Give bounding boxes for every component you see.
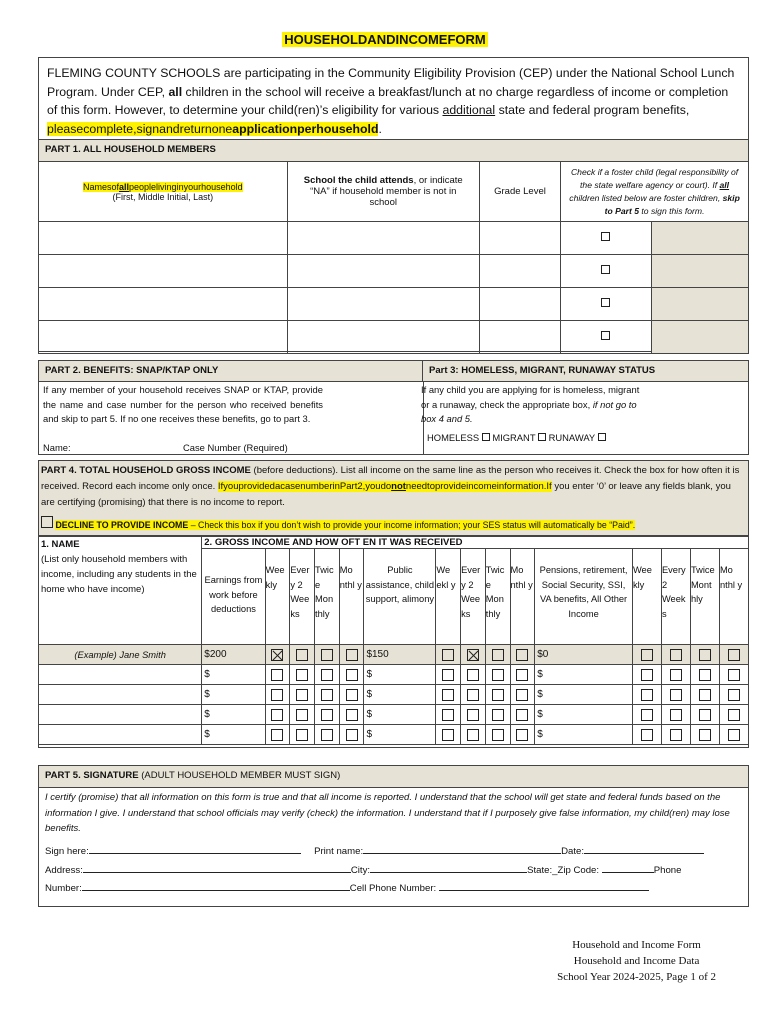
number-line[interactable] bbox=[82, 890, 350, 891]
frequency-cell bbox=[315, 685, 340, 705]
frequency-checkbox[interactable] bbox=[321, 669, 333, 681]
frequency-checkbox[interactable] bbox=[728, 669, 740, 681]
frequency-header: Every 2 Week s bbox=[661, 549, 690, 645]
income-amount-field[interactable]: $ bbox=[364, 725, 436, 745]
frequency-cell bbox=[690, 685, 719, 705]
income-member-name[interactable] bbox=[39, 725, 202, 745]
foster-shade-cell bbox=[651, 255, 748, 288]
frequency-cell bbox=[690, 725, 719, 745]
frequency-cell bbox=[265, 725, 290, 745]
income-member-name: (Example) Jane Smith bbox=[39, 645, 202, 665]
income-amount-field[interactable]: $ bbox=[535, 665, 633, 685]
city-line[interactable] bbox=[370, 872, 527, 873]
footer-line-2: Household and Income Data bbox=[573, 955, 700, 967]
frequency-checkbox[interactable] bbox=[442, 689, 454, 701]
income-amount-field: $200 bbox=[202, 645, 265, 665]
frequency-checkbox[interactable] bbox=[699, 729, 711, 741]
intro-paragraph: FLEMING COUNTY SCHOOLS are participating in the Community Eligibility Provision (CEP) under the National School Lunch Program. Under CEP, all children in the school will receive a breakfast/lunch at no charge regardless of income or completion of this form. However, to determine your child(ren)’s eligibility for various additional state and federal program benefits, pleasecomplete,signandreturnoneapplicationperhousehold. bbox=[38, 57, 749, 140]
foster-check-cell bbox=[561, 321, 652, 354]
frequency-cell bbox=[632, 645, 661, 665]
part2-instructions: If any member of your household receives SNAP or KTAP, provide the name and case number for the person who received benefits and skip to part 5. If no one receives these benefits, go to part 3. bbox=[43, 384, 323, 424]
frequency-cell bbox=[315, 645, 340, 665]
member-name-field[interactable] bbox=[39, 288, 288, 321]
frequency-checkbox[interactable] bbox=[641, 689, 653, 701]
signature-line[interactable] bbox=[89, 853, 301, 854]
foster-checkbox[interactable] bbox=[601, 298, 610, 307]
frequency-checkbox[interactable] bbox=[346, 649, 358, 661]
migrant-checkbox[interactable] bbox=[538, 433, 546, 441]
income-amount-field[interactable]: $ bbox=[535, 725, 633, 745]
frequency-header: Twic e Mon thly bbox=[485, 549, 510, 645]
foster-check-cell bbox=[561, 288, 652, 321]
frequency-checkbox[interactable] bbox=[670, 729, 682, 741]
frequency-checkbox[interactable] bbox=[670, 709, 682, 721]
frequency-checkbox[interactable] bbox=[346, 669, 358, 681]
frequency-cell bbox=[315, 705, 340, 725]
date-line[interactable] bbox=[584, 853, 704, 854]
foster-shade-cell bbox=[651, 321, 748, 354]
frequency-cell bbox=[485, 705, 510, 725]
frequency-cell bbox=[510, 725, 535, 745]
frequency-cell bbox=[265, 685, 290, 705]
school-field[interactable] bbox=[287, 321, 479, 354]
frequency-checkbox[interactable] bbox=[467, 669, 479, 681]
part2-name-label: Name: bbox=[43, 442, 71, 453]
frequency-cell bbox=[436, 685, 461, 705]
income-amount-field[interactable]: $ bbox=[364, 685, 436, 705]
frequency-cell bbox=[461, 705, 486, 725]
grade-field[interactable] bbox=[479, 255, 560, 288]
frequency-checkbox[interactable] bbox=[321, 709, 333, 721]
frequency-cell bbox=[265, 705, 290, 725]
runaway-label: RUNAWAY bbox=[548, 432, 595, 443]
frequency-cell bbox=[719, 665, 748, 685]
part2-case-label: Case Number (Required) bbox=[183, 442, 288, 453]
frequency-header: Mo nthl y bbox=[510, 549, 535, 645]
frequency-header: Twic e Mon thly bbox=[315, 549, 340, 645]
foster-shade-cell bbox=[651, 288, 748, 321]
frequency-cell bbox=[461, 665, 486, 685]
household-member-row bbox=[39, 288, 749, 321]
frequency-cell bbox=[510, 645, 535, 665]
member-name-field[interactable] bbox=[39, 321, 288, 354]
frequency-checkbox[interactable] bbox=[699, 689, 711, 701]
frequency-cell bbox=[719, 685, 748, 705]
income-amount-field[interactable]: $ bbox=[202, 705, 265, 725]
frequency-checkbox[interactable] bbox=[516, 729, 528, 741]
frequency-checkbox[interactable] bbox=[728, 709, 740, 721]
footer-line-1: Household and Income Form bbox=[572, 939, 701, 951]
part1-section bbox=[38, 139, 749, 352]
sign-row: Sign here: Print name: Date: bbox=[45, 846, 745, 857]
frequency-cell bbox=[290, 665, 315, 685]
frequency-checkbox[interactable] bbox=[467, 649, 479, 661]
frequency-checkbox[interactable] bbox=[641, 649, 653, 661]
frequency-checkbox[interactable] bbox=[670, 669, 682, 681]
frequency-cell bbox=[661, 685, 690, 705]
frequency-checkbox[interactable] bbox=[346, 709, 358, 721]
frequency-checkbox[interactable] bbox=[699, 709, 711, 721]
frequency-checkbox[interactable] bbox=[346, 689, 358, 701]
frequency-cell bbox=[719, 645, 748, 665]
earnings-header: Earnings from work before deductions bbox=[202, 549, 265, 645]
frequency-cell bbox=[436, 645, 461, 665]
frequency-checkbox[interactable] bbox=[516, 669, 528, 681]
frequency-cell bbox=[632, 685, 661, 705]
frequency-checkbox[interactable] bbox=[492, 689, 504, 701]
frequency-cell bbox=[461, 645, 486, 665]
homeless-checkbox[interactable] bbox=[482, 433, 490, 441]
frequency-header: Mo nthl y bbox=[719, 549, 748, 645]
foster-checkbox[interactable] bbox=[601, 331, 610, 340]
frequency-checkbox[interactable] bbox=[492, 669, 504, 681]
part1-heading: PART 1. ALL HOUSEHOLD MEMBERS bbox=[39, 140, 748, 162]
part3-instructions: If any child you are applying for is homeless, migrant or a runaway, check the appropriate box, if not go to box 4 and 5. bbox=[421, 384, 640, 424]
frequency-header: We ekl y bbox=[436, 549, 461, 645]
frequency-cell bbox=[485, 725, 510, 745]
frequency-cell bbox=[690, 645, 719, 665]
frequency-checkbox[interactable] bbox=[492, 709, 504, 721]
frequency-checkbox[interactable] bbox=[516, 649, 528, 661]
frequency-checkbox[interactable] bbox=[728, 729, 740, 741]
frequency-cell bbox=[632, 725, 661, 745]
frequency-cell bbox=[339, 705, 364, 725]
member-name-field[interactable] bbox=[39, 222, 288, 255]
frequency-checkbox[interactable] bbox=[442, 669, 454, 681]
income-amount-field[interactable]: $ bbox=[202, 685, 265, 705]
part5-heading: PART 5. SIGNATURE (ADULT HOUSEHOLD MEMBER MUST SIGN) bbox=[39, 766, 748, 788]
migrant-label: MIGRANT bbox=[492, 432, 536, 443]
household-member-row bbox=[39, 321, 749, 354]
frequency-cell bbox=[265, 645, 290, 665]
income-amount-field[interactable]: $ bbox=[535, 685, 633, 705]
decline-row: DECLINE TO PROVIDE INCOME – Check this box if you don’t wish to provide your income information; your SES status will automatically be “Paid”. bbox=[41, 516, 635, 530]
frequency-checkbox[interactable] bbox=[641, 729, 653, 741]
col-name-header: 1. NAME (List only household members with income, including any students in the home who have income) bbox=[39, 536, 202, 645]
frequency-cell bbox=[315, 665, 340, 685]
frequency-checkbox[interactable] bbox=[442, 729, 454, 741]
frequency-cell bbox=[436, 725, 461, 745]
part1-table bbox=[38, 161, 749, 354]
income-member-name[interactable] bbox=[39, 665, 202, 685]
frequency-checkbox[interactable] bbox=[271, 669, 283, 681]
frequency-cell bbox=[485, 665, 510, 685]
frequency-checkbox[interactable] bbox=[670, 649, 682, 661]
zip-line[interactable] bbox=[602, 872, 654, 873]
income-member-name[interactable] bbox=[39, 705, 202, 725]
frequency-cell bbox=[339, 665, 364, 685]
frequency-checkbox[interactable] bbox=[271, 709, 283, 721]
frequency-cell bbox=[661, 645, 690, 665]
income-row bbox=[39, 725, 749, 745]
frequency-checkbox[interactable] bbox=[271, 729, 283, 741]
frequency-checkbox[interactable] bbox=[296, 689, 308, 701]
part3-status-options bbox=[427, 430, 606, 445]
frequency-cell bbox=[461, 685, 486, 705]
member-name-field[interactable] bbox=[39, 255, 288, 288]
foster-check-cell bbox=[561, 222, 652, 255]
col-income-header: 2. GROSS INCOME AND HOW OFT EN IT WAS RECEIVED bbox=[202, 536, 749, 549]
frequency-cell bbox=[339, 685, 364, 705]
frequency-checkbox[interactable] bbox=[271, 649, 283, 661]
part3-heading: Part 3: HOMELESS, MIGRANT, RUNAWAY STATUS bbox=[423, 361, 748, 382]
part2-heading: PART 2. BENEFITS: SNAP/KTAP ONLY bbox=[39, 361, 423, 382]
grade-field[interactable] bbox=[479, 321, 560, 354]
frequency-checkbox[interactable] bbox=[699, 649, 711, 661]
frequency-checkbox[interactable] bbox=[321, 689, 333, 701]
school-field[interactable] bbox=[287, 255, 479, 288]
school-field[interactable] bbox=[287, 222, 479, 255]
frequency-checkbox[interactable] bbox=[442, 709, 454, 721]
income-amount-field[interactable]: $ bbox=[364, 665, 436, 685]
part4-instructions: PART 4. TOTAL HOUSEHOLD GROSS INCOME (before deductions). List all income on the same line as the person who receives it. Check the box for how often it is received. Record each income only once. IfyouprovidedacasenumberinPart2,youdonotneedtoprovideincomeinformation.If you enter ‘0’ or leave any fields blank, you are certifying (promising) that there is no income to report. bbox=[41, 465, 740, 508]
frequency-checkbox[interactable] bbox=[641, 669, 653, 681]
decline-checkbox[interactable] bbox=[41, 516, 53, 528]
frequency-cell bbox=[290, 685, 315, 705]
frequency-cell bbox=[690, 665, 719, 685]
frequency-cell bbox=[315, 725, 340, 745]
frequency-header: Twice Mont hly bbox=[690, 549, 719, 645]
income-row bbox=[39, 705, 749, 725]
print-name-line[interactable] bbox=[363, 853, 561, 854]
public-assistance-header: Public assistance, child support, alimony bbox=[364, 549, 436, 645]
frequency-cell bbox=[436, 665, 461, 685]
frequency-cell bbox=[690, 705, 719, 725]
frequency-checkbox[interactable] bbox=[467, 709, 479, 721]
income-amount-field: $0 bbox=[535, 645, 633, 665]
frequency-cell bbox=[632, 705, 661, 725]
income-amount-field[interactable]: $ bbox=[364, 705, 436, 725]
frequency-checkbox[interactable] bbox=[492, 729, 504, 741]
frequency-cell bbox=[661, 665, 690, 685]
frequency-cell bbox=[339, 645, 364, 665]
income-amount-field: $150 bbox=[364, 645, 436, 665]
frequency-checkbox[interactable] bbox=[670, 689, 682, 701]
address-line[interactable] bbox=[83, 872, 351, 873]
frequency-cell bbox=[485, 645, 510, 665]
frequency-checkbox[interactable] bbox=[516, 689, 528, 701]
income-table bbox=[38, 535, 749, 745]
frequency-checkbox[interactable] bbox=[296, 709, 308, 721]
income-row bbox=[39, 685, 749, 705]
cell-phone-line[interactable] bbox=[439, 890, 649, 891]
frequency-cell bbox=[719, 725, 748, 745]
frequency-checkbox[interactable] bbox=[296, 669, 308, 681]
household-member-row bbox=[39, 222, 749, 255]
col-names-header: Namesofallpeoplelivinginyourhousehold (First, Middle Initial, Last) bbox=[39, 162, 288, 222]
income-amount-field[interactable]: $ bbox=[202, 725, 265, 745]
frequency-cell bbox=[461, 725, 486, 745]
frequency-checkbox[interactable] bbox=[321, 729, 333, 741]
homeless-label: HOMELESS bbox=[427, 432, 480, 443]
frequency-checkbox[interactable] bbox=[728, 649, 740, 661]
form-title: HOUSEHOLDANDINCOMEFORM bbox=[284, 32, 486, 47]
footer-line-3: School Year 2024-2025, Page 1 of 2 bbox=[557, 971, 716, 983]
frequency-header: Wee kly bbox=[632, 549, 661, 645]
frequency-checkbox[interactable] bbox=[641, 709, 653, 721]
foster-shade-cell bbox=[651, 222, 748, 255]
number-row: Number: Cell Phone Number: bbox=[45, 883, 745, 894]
runaway-checkbox[interactable] bbox=[598, 433, 606, 441]
certification-text: I certify (promise) that all information on this form is true and that all income is reported. I understand that the school will get state and federal funds based on the information I give. I understand that school officials may verify (check) the information. I understand that if I purposely give false information, my child(ren) may lose benefits. bbox=[45, 792, 730, 834]
frequency-checkbox[interactable] bbox=[296, 729, 308, 741]
frequency-cell bbox=[510, 705, 535, 725]
frequency-checkbox[interactable] bbox=[442, 649, 454, 661]
part5-section bbox=[38, 765, 749, 907]
school-field[interactable] bbox=[287, 288, 479, 321]
grade-field[interactable] bbox=[479, 222, 560, 255]
frequency-checkbox[interactable] bbox=[728, 689, 740, 701]
income-amount-field[interactable]: $ bbox=[535, 705, 633, 725]
frequency-checkbox[interactable] bbox=[321, 649, 333, 661]
frequency-checkbox[interactable] bbox=[467, 729, 479, 741]
frequency-cell bbox=[661, 705, 690, 725]
frequency-checkbox[interactable] bbox=[516, 709, 528, 721]
example-income-row bbox=[39, 645, 749, 665]
frequency-cell bbox=[436, 705, 461, 725]
frequency-cell bbox=[510, 685, 535, 705]
address-row: Address: City: State:_Zip Code: Phone bbox=[45, 865, 682, 876]
frequency-checkbox[interactable] bbox=[492, 649, 504, 661]
frequency-cell bbox=[632, 665, 661, 685]
frequency-checkbox[interactable] bbox=[296, 649, 308, 661]
frequency-cell bbox=[339, 725, 364, 745]
household-member-row bbox=[39, 255, 749, 288]
pensions-header: Pensions, retirement, Social Security, SSI, VA benefits, All Other Income bbox=[535, 549, 633, 645]
income-row bbox=[39, 665, 749, 685]
frequency-header: Ever y 2 Wee ks bbox=[290, 549, 315, 645]
frequency-header: Mo nthl y bbox=[339, 549, 364, 645]
frequency-checkbox[interactable] bbox=[467, 689, 479, 701]
frequency-cell bbox=[661, 725, 690, 745]
col-school-header: School the child attends, or indicate “NA” if household member is not in school bbox=[287, 162, 479, 222]
page-footer bbox=[557, 937, 716, 985]
foster-checkbox[interactable] bbox=[601, 265, 610, 274]
frequency-checkbox[interactable] bbox=[346, 729, 358, 741]
income-member-name[interactable] bbox=[39, 685, 202, 705]
grade-field[interactable] bbox=[479, 288, 560, 321]
col-foster-header: Check if a foster child (legal responsibility of the state welfare agency or court). If all children listed below are foster children, skip to Part 5 to sign this form. bbox=[561, 162, 749, 222]
foster-checkbox[interactable] bbox=[601, 232, 610, 241]
part4-section bbox=[38, 460, 749, 748]
frequency-cell bbox=[719, 705, 748, 725]
frequency-checkbox[interactable] bbox=[271, 689, 283, 701]
frequency-cell bbox=[290, 705, 315, 725]
frequency-cell bbox=[290, 725, 315, 745]
income-amount-field[interactable]: $ bbox=[202, 665, 265, 685]
frequency-checkbox[interactable] bbox=[699, 669, 711, 681]
frequency-header: Wee kly bbox=[265, 549, 290, 645]
frequency-header: Ever y 2 Wee ks bbox=[461, 549, 486, 645]
frequency-cell bbox=[485, 685, 510, 705]
part2-part3-section bbox=[38, 360, 749, 455]
foster-check-cell bbox=[561, 255, 652, 288]
col-grade-header: Grade Level bbox=[479, 162, 560, 222]
frequency-cell bbox=[265, 665, 290, 685]
frequency-cell bbox=[510, 665, 535, 685]
frequency-cell bbox=[290, 645, 315, 665]
